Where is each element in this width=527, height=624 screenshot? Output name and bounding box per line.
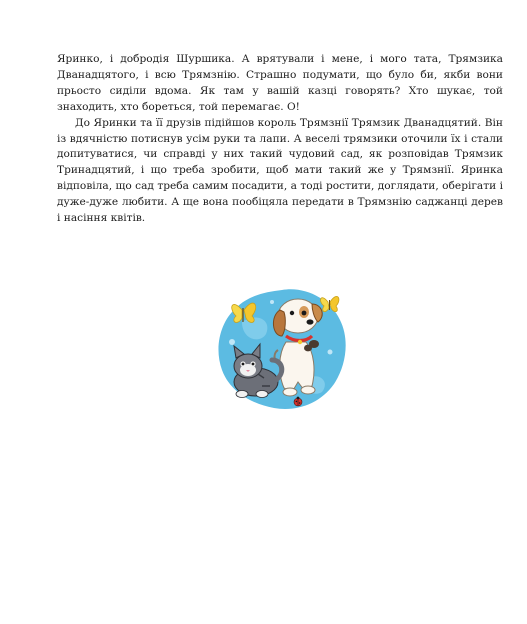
paragraph-1: Яринко, і добродія Шуршика. А врятували і мене, і мого тата, Трямзика Дванадцятого, і всю Трямзнію. Страшно подумати, що було би, якби вони прьосто сиділи вдома. Як там у вашій казці говорять? Хто шукає, той знаходить, хто бореться, той перемагає. О! bbox=[57, 53, 503, 113]
illustration-svg bbox=[212, 282, 352, 414]
butterfly-icon bbox=[321, 296, 339, 311]
puppy-kitten-illustration bbox=[212, 282, 352, 414]
paragraph-2: До Яринки та її друзів підійшов король Трямзнії Трямзик Дванадцятий. Він із вдячністю потиснув усім руки та лапи. А веселі трямзики оточили їх і стали допитуватися, чи справді у них такий чудовий сад, як розповідав Трямзик Тринадцятий, і що треба зробити, щоб мати такий же у Трямзнії. Яринка відповіла, що сад треба самим посадити, а тоді ростити, доглядати, оберігати і дуже-дуже любити. А ще вона пообіцяла передати в Трямзнію саджанці дерев і насіння квітів. bbox=[57, 116, 503, 225]
story-text bbox=[57, 52, 503, 227]
